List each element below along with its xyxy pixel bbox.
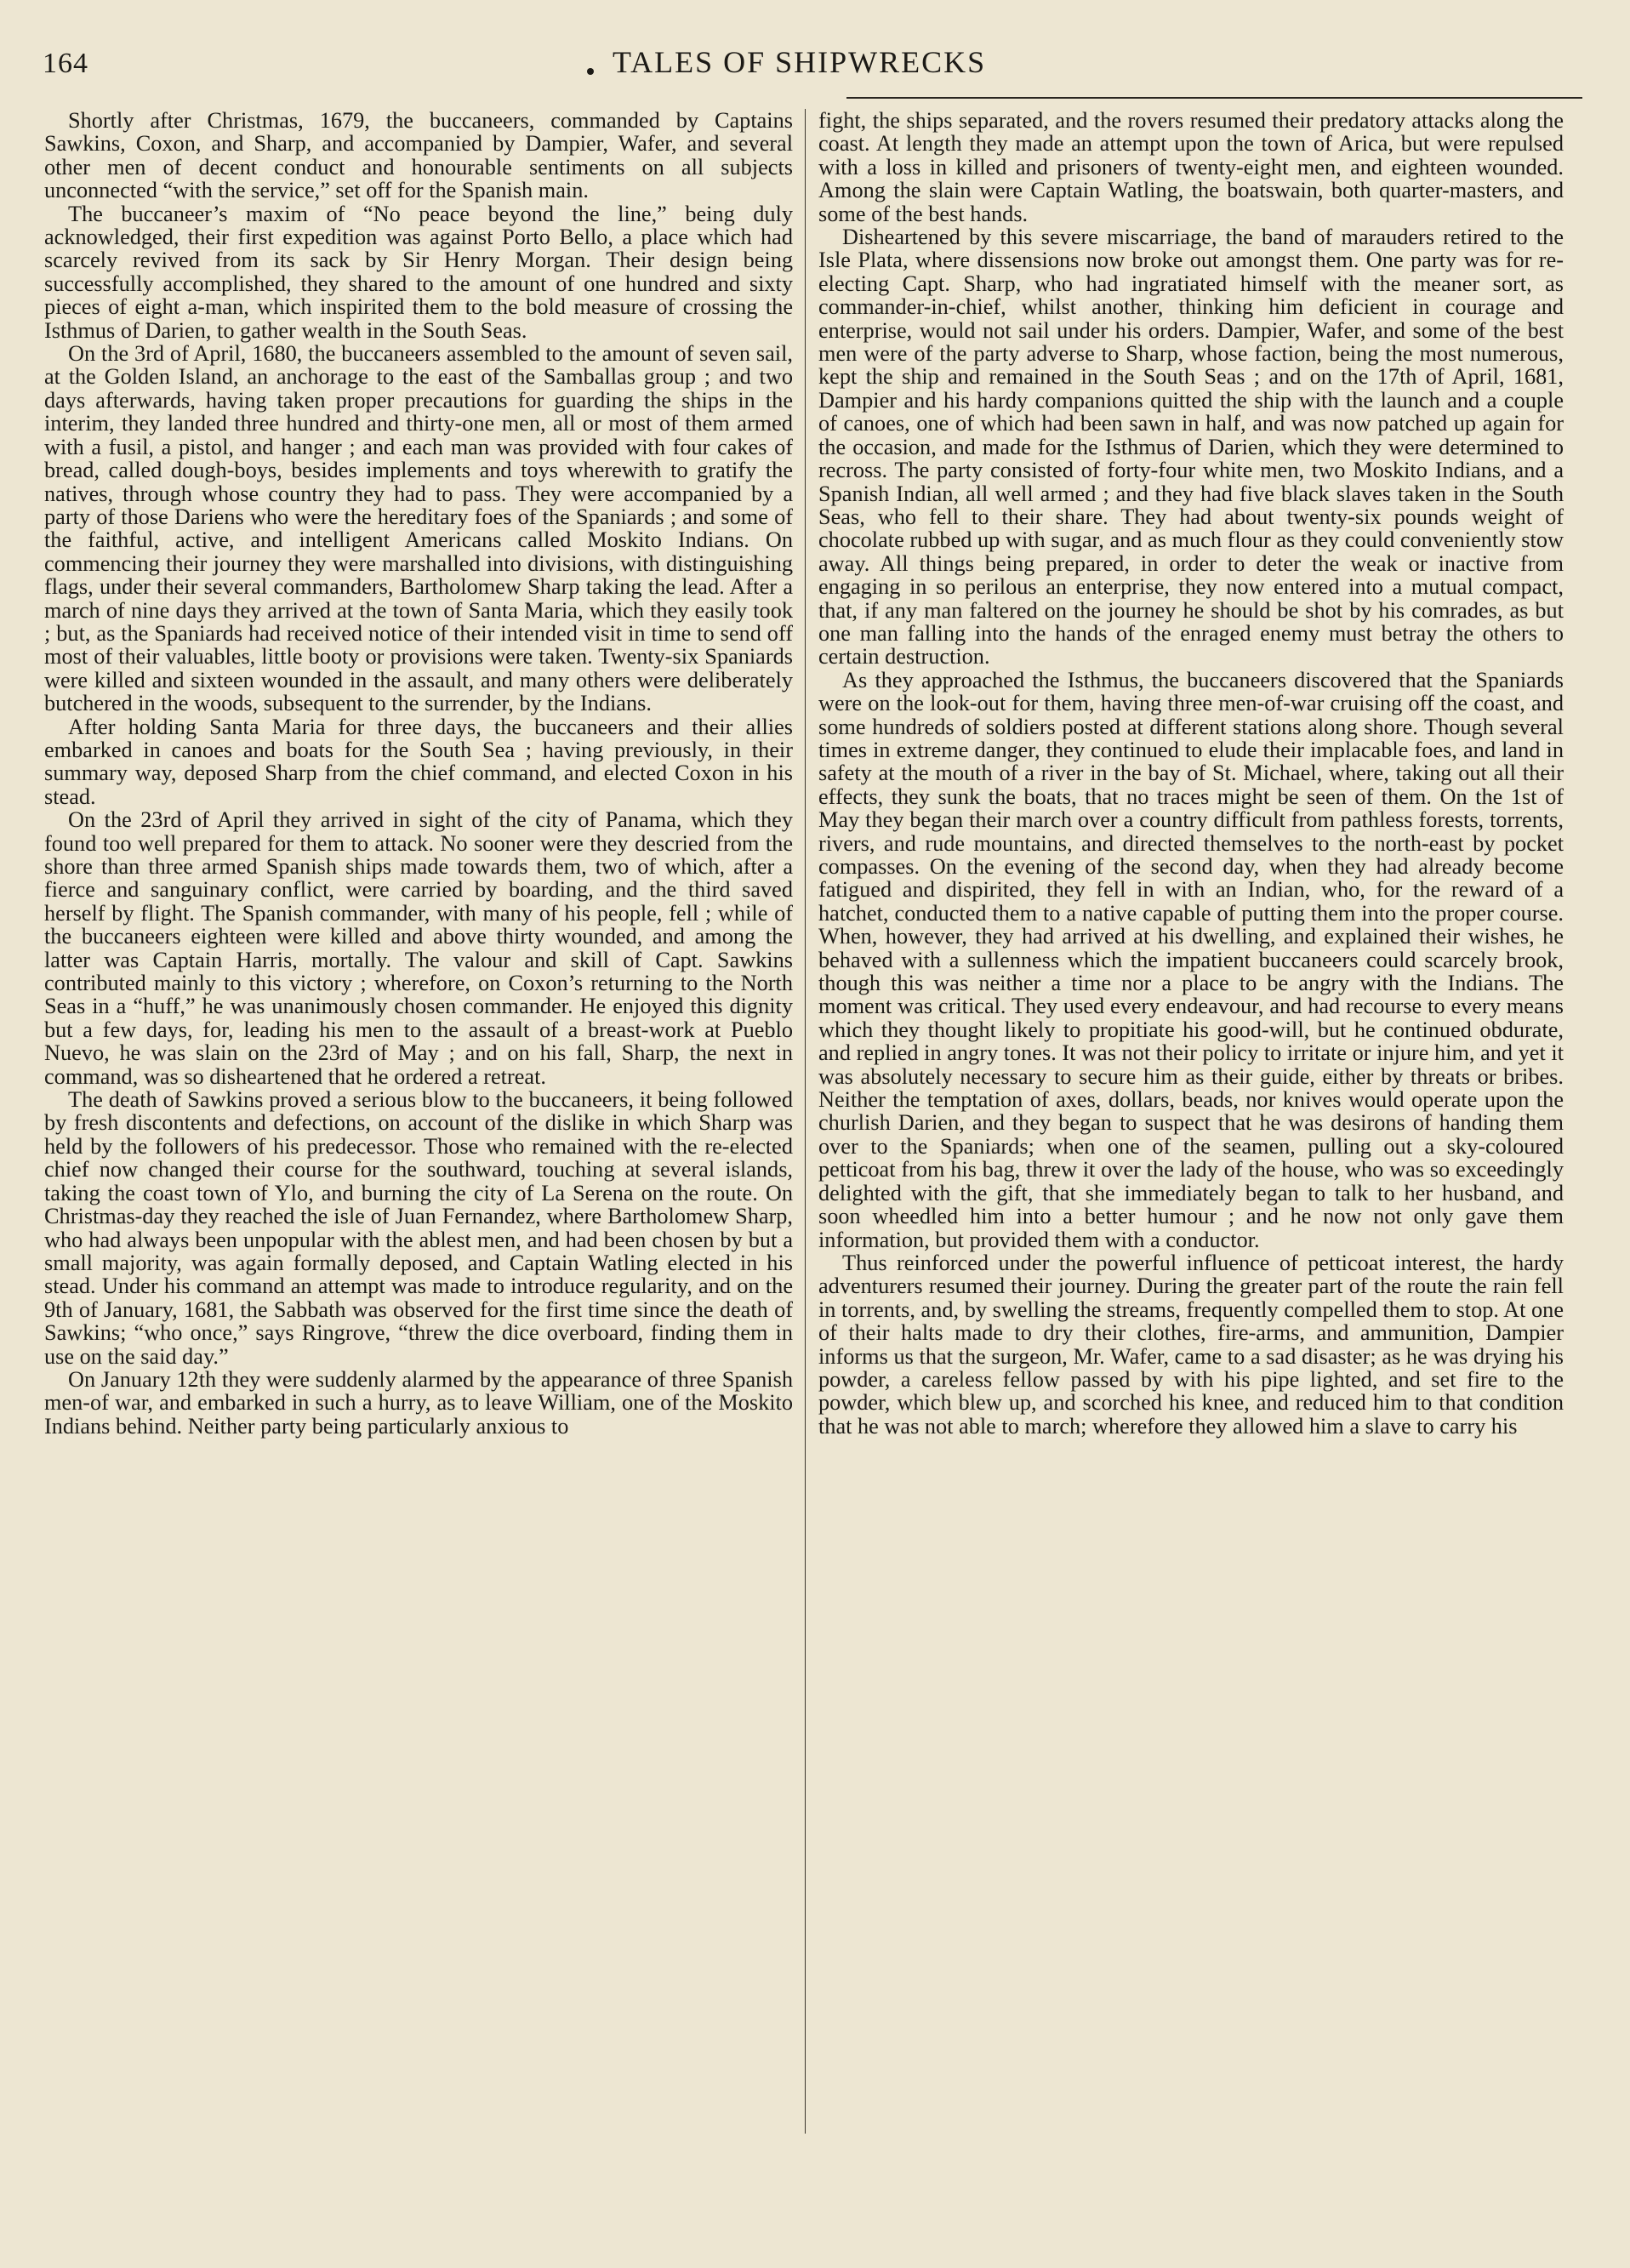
paragraph: Disheartened by this severe miscarriage, the band of marauders retired to the Isle Plata, where dissensions now broke out amongst them. One party was for re-electing Capt. Sharp, who had ingratiated himself with the meaner sort, as commander-in-chief, whilst another, thinking him deficient in courage and enterprise, would not sail under his orders. Dampier, Wafer, and some of the best men were of the party adverse to Sharp, whose faction, being the most numerous, kept the ship and remained in the South Seas ; and on the 17th of April, 1681, Dampier and his hardy companions quitted the ship with the launch and a couple of canoes, one of which had been sawn in half, and was now patched up again for the occasion, and made for the Isthmus of Darien, which they were determined to recross. The party consisted of forty-four white men, two Moskito Indians, and a Spanish Indian, all well armed ; and they had five black slaves taken in the South Seas, who fell to their share. They had about twenty-six pounds weight of chocolate rubbed up with sugar, and as much flour as they could conveniently stow away. All things being prepared, in order to deter the weak or inactive from engaging in so perilous an enterprise, they now entered into a mutual compact, that, if any man faltered on the journey he should be shot by his comrades, as but one man falling into the hands of the enraged enemy must betray the others to certain destruction. [818,225,1564,670]
page-header [43,37,1599,88]
paragraph: Shortly after Christmas, 1679, the buccaneers, commanded by Captains Sawkins, Coxon, and Sharp, and accompanied by Dampier, Wafer, and several other men of decent conduct and honourable sentiments on all subjects unconnected “with the service,” set off for the Spanish main. [44,109,793,203]
paragraph: On the 23rd of April they arrived in sight of the city of Panama, which they found too well prepared for them to attack. No sooner were they descried from the shore than three armed Spanish ships made towards them, two of which, after a fierce and sanguinary conflict, were carried by boarding, and the third saved herself by flight. The Spanish commander, with many of his people, fell ; while of the buccaneers eighteen were killed and above thirty wounded, and among the latter was Captain Harris, mortally. The valour and skill of Capt. Sawkins contributed mainly to this victory ; wherefore, on Coxon’s returning to the North Seas in a “huff,” he was unanimously chosen commander. He enjoyed this dignity but a few days, for, leading his men to the assault of a breast-work at Pueblo Nuevo, he was slain on the 23rd of May ; and on his fall, Sharp, the next in command, was so disheartened that he ordered a retreat. [44,807,793,1089]
page-number: 164 [43,48,88,79]
right-column [818,109,1564,2236]
left-column [44,109,793,2236]
paragraph-continued: fight, the ships separated, and the rovers resumed their predatory attacks along the coast. At length they made an attempt upon the town of Arica, but were repulsed with a loss in killed and prisoners of twenty-eight men, and eighteen wounded. Among the slain were Captain Watling, the boatswain, both quarter-masters, and some of the best hands. [818,109,1564,226]
column-divider [805,109,806,2134]
header-ornament-dot [587,68,594,75]
paragraph: As they approached the Isthmus, the buccaneers discovered that the Spaniards were on the look-out for them, having three men-of-war cruising off the coast, and some hundreds of soldiers posted at different stations along shore. Though several times in extreme danger, they continued to elude their implacable foes, and land in safety at the mouth of a river in the bay of St. Michael, where, taking out all their effects, they sunk the boats, that no traces might be seen of them. On the 1st of May they began their march over a country difficult from pathless forests, torrents, rivers, and rude mountains, and directed themselves to the north-east by pocket compasses. On the evening of the second day, when they had already become fatigued and dispirited, they fell in with an Indian, who, for the reward of a hatchet, conducted them to a native capable of putting them into the proper course. When, however, they had arrived at his dwelling, and explained their wishes, he behaved with a sullenness which the impatient buccaneers could scarcely brook, though this was neither a time nor a place to be angry with the Indians. The moment was critical. They used every endeavour, and had recourse to every means which they thought likely to propitiate his good-will, but he continued obdurate, and replied in angry tones. It was not their policy to irritate or injure him, and yet it was absolutely necessary to secure him as their guide, either by threats or bribes. Neither the temptation of axes, dollars, beads, nor knives would operate upon the churlish Darien, and they began to suspect that he was desirons of handing them over to the Spaniards; when one of the seamen, pulling out a sky-coloured petticoat from his bag, threw it over the lady of the house, who was so exceedingly delighted with the gift, that she immediately began to talk to her husband, and soon wheedled him into a better humour ; and he now not only gave them information, but provided them with a conductor. [818,667,1564,1252]
header-rule [846,97,1582,99]
paragraph: The buccaneer’s maxim of “No peace beyond the line,” being duly acknowledged, their first expedition was against Porto Bello, a place which had scarcely revived from its sack by Sir Henry Morgan. Their design being successfully accomplished, they shared to the amount of one hundred and sixty pieces of eight a-man, which inspirited them to the bold measure of crossing the Isthmus of Darien, to gather wealth in the South Seas. [44,201,793,343]
paragraph: On January 12th they were suddenly alarmed by the appearance of three Spanish men-of war, and embarked in such a hurry, as to leave William, one of the Moskito Indians behind. Neither party being particularly anxious to [44,1366,793,1439]
paragraph: Thus reinforced under the powerful influence of petticoat interest, the hardy adventurers resumed their journey. During the greater part of the route the rain fell in torrents, and, by swelling the streams, frequently compelled them to stop. At one of their halts made to dry their clothes, fire-arms, and ammunition, Dampier informs us that the surgeon, Mr. Wafer, came to a sad disaster; as he was drying his powder, a careless fellow passed by with his pipe lighted, and set fire to the powder, which blew up, and scorched his knee, and reduced him to that condition that he was not able to march; wherefore they allowed him a slave to carry his [818,1250,1564,1439]
running-title: TALES OF SHIPWRECKS [613,45,987,79]
paragraph: On the 3rd of April, 1680, the buccaneers assembled to the amount of seven sail, at the Golden Island, an anchorage to the east of the Samballas group ; and two days afterwards, having taken proper precautions for guarding the ships in the interim, they landed three hundred and thirty-one men, all or most of them armed with a fusil, a pistol, and hanger ; and each man was provided with four cakes of bread, called dough-boys, besides implements and toys wherewith to gratify the natives, through whose country they had to pass. They were accompanied by a party of those Dariens who were the hereditary foes of the Spaniards ; and some of the faithful, active, and intelligent Americans called Moskito Indians. On commencing their journey they were marshalled into divisions, with distinguishing flags, under their several commanders, Bartholomew Sharp taking the lead. After a march of nine days they arrived at the town of Santa Maria, which they easily took ; but, as the Spaniards had received notice of their intended visit in time to send off most of their valuables, little booty or provisions were taken. Twenty-six Spaniards were killed and sixteen wounded in the assault, and many others were deliberately butchered in the woods, subsequent to the surrender, by the Indians. [44,341,793,716]
paragraph: After holding Santa Maria for three days, the buccaneers and their allies embarked in canoes and boats for the South Sea ; having previously, in their summary way, deposed Sharp from the chief command, and elected Coxon in his stead. [44,714,793,809]
paragraph: The death of Sawkins proved a serious blow to the buccaneers, it being followed by fresh discontents and defections, on account of the dislike in which Sharp was held by the followers of his predecessor. Those who remained with the re-elected chief now changed their course for the southward, touching at several islands, taking the coast town of Ylo, and burning the city of La Serena on the route. On Christmas-day they reached the isle of Juan Fernandez, where Bartholomew Sharp, who had always been unpopular with the ablest men, and had been chosen by but a small majority, was again formally deposed, and Captain Watling elected in his stead. Under his command an attempt was made to introduce regularity, and on the 9th of January, 1681, the Sabbath was observed for the first time since the death of Sawkins; “who once,” says Ringrove, “threw the dice overboard, finding them in use on the said day.” [44,1087,793,1369]
